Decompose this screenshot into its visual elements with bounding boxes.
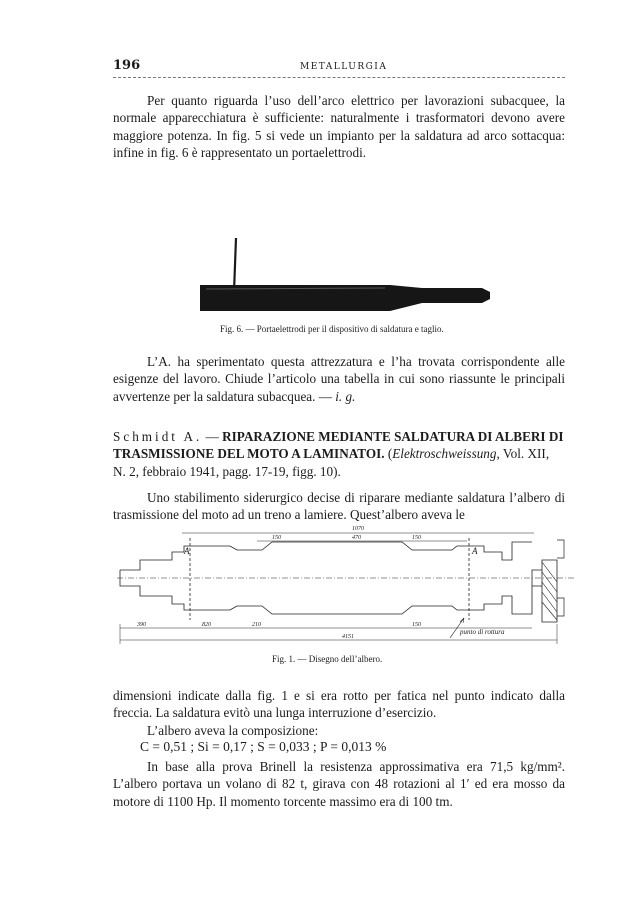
fig1-dim-820: 820	[202, 622, 211, 628]
fig1-dim-390: 390	[137, 622, 146, 628]
fig1-dim-470: 470	[352, 535, 361, 541]
article-open-paren: (	[384, 446, 393, 462]
paragraph-dimensions	[113, 687, 565, 739]
article-ref: , Vol. XII, N. 2, febbraio 1941, pagg. 17-19, figg. 10).	[113, 446, 550, 479]
fig1-section-label-b: A	[472, 546, 478, 556]
fig1-shaft-drawing	[112, 500, 577, 652]
page-number: 196	[113, 58, 141, 73]
fig1-caption: Fig. 1. — Disegno dell’albero.	[272, 654, 383, 664]
article-title: RIPARAZIONE MEDIANTE SALDATURA DI ALBERI DI TRASMISSIONE DEL MOTO A LAMINATOI.	[113, 429, 564, 462]
article-author: Schmidt A.	[113, 429, 203, 444]
paragraph-intro: Per quanto riguarda l’uso dell’arco elettrico per lavorazioni subacquee, la normale apparecchiatura è sufficiente: naturalmente i trasformatori devono avere maggiore potenza. In fig. 5 si vede un impianto per la saldatura ad arco sottacqua: infine in fig. 6 è rappresentato un portaelettrodi.	[113, 93, 565, 160]
paragraph-brinell: In base alla prova Brinell la resistenza approssimativa era 71,5 kg/mm². L’albero portava un volano di 82 t, girava con 48 rotazioni al 1′ ed era mosso da motore di 1100 Hp. Il momento torcente massimo era di 100 tm.	[113, 759, 565, 809]
running-title: METALLURGIA	[300, 62, 388, 72]
composition-formula: C = 0,51 ; Si = 0,17 ; S = 0,033 ; P = 0,013 %	[140, 739, 387, 754]
article-journal: Elektroschweissung	[392, 446, 497, 462]
paragraph-after-fig6	[113, 353, 565, 405]
paragraph-composition-intro: L’albero aveva la composizione:	[147, 722, 319, 738]
paragraph-after-fig6-text: L’A. ha sperimentato questa attrezzatura e l’ha trovata corrispondente alle esigenze del lavoro. Chiude l’articolo una tabella in cui sono riassunte le principali avvertenze per la saldatura subacquea. —	[113, 354, 565, 404]
header-rule	[113, 77, 565, 78]
fig1-dim-150c: 150	[412, 622, 421, 628]
fig6-caption: Fig. 6. — Portaelettrodi per il dispositivo di saldatura e taglio.	[220, 324, 444, 334]
signature: i. g.	[335, 388, 356, 404]
fig1-dim-4151: 4151	[342, 634, 354, 640]
fig1-dim-150b: 150	[272, 535, 281, 541]
fig1-dim-210: 210	[252, 622, 261, 628]
fig6-electrode-holder-image	[200, 230, 520, 320]
fig1-dim-150a: 150	[412, 535, 421, 541]
paragraph-shaft: Uno stabilimento siderurgico decise di riparare mediante saldatura l’albero di trasmissione del moto ad un treno a lamiere. Quest’albero aveva le	[113, 490, 565, 523]
article-dash: —	[202, 429, 223, 444]
fig1-break-label: punto di rottura	[460, 628, 505, 636]
paragraph-dimensions-text: dimensioni indicate dalla fig. 1 e si era rotto per fatica nel punto indicato dalla freccia. La saldatura evitò una lunga interruzione d’esercizio.	[113, 688, 565, 721]
fig1-dim-1070: 1070	[352, 526, 364, 532]
fig1-section-label-a: A	[184, 546, 190, 556]
article-reference	[113, 428, 565, 480]
